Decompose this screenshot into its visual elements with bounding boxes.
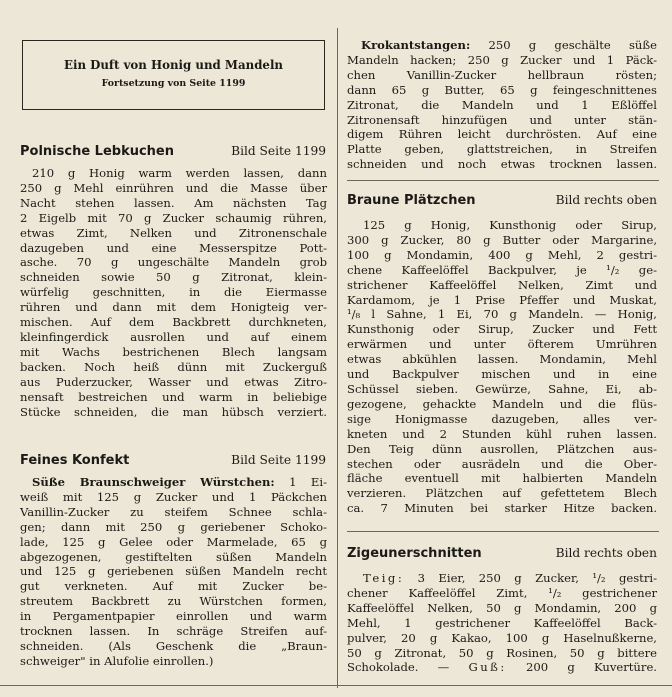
text-line: kneten und 2 Stunden kühl ruhen lassen. (347, 426, 657, 441)
zigeuner-ref: Bild rechts oben (555, 546, 657, 560)
text-line: 2 Eigelb mit 70 g Zucker schaumig rühren, (20, 210, 327, 225)
text-line (20, 475, 327, 490)
teig-label: Teig: (363, 571, 405, 585)
text-line: Den Teig dünn ausrollen, Plätzchen aus- (347, 441, 657, 456)
text-line: asche. 70 g ungeschälte Mandeln grob (20, 255, 327, 270)
text-line: ca. 7 Minuten bei starker Hitze backen. (347, 501, 657, 516)
text-line: schweiger" in Alufolie einrollen.) (20, 653, 214, 668)
konfekt-lead: Süße Braunschweiger Würstchen: (32, 475, 275, 489)
text-line: 50 g Zitronat, 50 g Rosinen, 50 g bittere (347, 645, 657, 660)
zigeuner-heading-row (347, 546, 657, 561)
text-line: stechen oder ausrädeln und die Ober- (347, 456, 657, 471)
lebkuchen-body (20, 166, 327, 419)
text-line: schneiden. (Als Geschenk die „Braun- (20, 638, 327, 653)
text-line: etwas abkühlen lassen. Mondamin, Mehl (347, 352, 657, 367)
lebkuchen-ref: Bild Seite 1199 (231, 144, 326, 158)
text-line: 300 g Zucker, 80 g Butter oder Margarine, (347, 232, 657, 247)
section-divider (347, 531, 659, 532)
text-line: mit Wachs bestrichenen Blech langsam (20, 344, 327, 359)
plaetzchen-body (347, 218, 657, 516)
text-line: Vanillin-Zucker zu steifem Schnee schla- (20, 504, 327, 519)
text-line: gezogene, gehackte Mandeln und die flüs- (347, 396, 657, 411)
bottom-rule (0, 685, 672, 686)
text-line: Schüssel sieben. Gewürze, Sahne, Ei, ab- (347, 381, 657, 396)
text-line: dann 65 g Butter, 65 g feingeschnittenes (347, 82, 657, 97)
text-line: Kaffeelöffel Nelken, 50 g Mondamin, 200 g (347, 600, 657, 615)
text-line: Stücke schneiden, die man hübsch verziert. (20, 404, 327, 419)
krokant-lead: Krokantstangen: (361, 38, 471, 52)
column-divider (337, 28, 338, 688)
text-line: trocknen lassen. In schräge Streifen auf- (20, 624, 327, 639)
section-divider (347, 180, 659, 181)
konfekt-heading-row (20, 453, 326, 468)
continuation-box (22, 40, 325, 110)
text-line: dazugeben und eine Messerspitze Pott- (20, 240, 327, 255)
text-line: schneiden sowie 50 g Zitronat, klein- (20, 270, 327, 285)
guss-label: Guß: (468, 660, 507, 675)
text-line: 210 g Honig warm werden lassen, dann (32, 166, 327, 180)
text-line (347, 38, 657, 53)
text-line: weiß mit 125 g Zucker und 1 Päckchen (20, 489, 327, 504)
konfekt-heading: Feines Konfekt (20, 453, 130, 468)
text-line: kleinfingerdick ausrollen und auf einem (20, 329, 327, 344)
text-line: pulver, 20 g Kakao, 100 g Haselnußkerne, (347, 630, 657, 645)
text-line: würfelig geschnitten, in die Eiermasse (20, 285, 327, 300)
text-line: etwas Zimt, Nelken und Zitronenschale (20, 225, 327, 240)
plaetzchen-ref: Bild rechts oben (555, 193, 657, 207)
plaetzchen-heading-row (347, 193, 657, 208)
text-line: schneiden und noch etwas trocknen lassen. (347, 157, 657, 172)
text-line: verzieren. Plätzchen auf gefettetem Blech (347, 486, 657, 501)
zigeuner-first-rest: 3 Eier, 250 g Zucker, ¹/₂ gestri- (404, 571, 657, 585)
text-line: backen. Noch heiß dünn mit Zuckerguß (20, 359, 327, 374)
zigeuner-last-pre: Schokolade. — (347, 660, 469, 675)
plaetzchen-heading: Braune Plätzchen (347, 193, 476, 208)
text-line: Mandeln hacken; 250 g Zucker und 1 Päck- (347, 52, 657, 67)
text-line: rühren und dann mit dem Honigteig ver- (20, 300, 327, 315)
text-line: und 125 g geriebenen süßen Mandeln recht (20, 564, 327, 579)
text-line: Kardamom, je 1 Prise Pfeffer und Muskat, (347, 292, 657, 307)
konfekt-ref: Bild Seite 1199 (231, 453, 326, 467)
text-line: gen; dann mit 250 g geriebener Schoko- (20, 519, 327, 534)
text-line: sige Honigmasse dazugeben, alles ver- (347, 411, 657, 426)
text-line: in Pergamentpapier einrollen und warm (20, 609, 327, 624)
text-line (347, 571, 657, 586)
text-line: nensaft bestreichen und warm in beliebige (20, 389, 327, 404)
text-line: streutem Backbrett zu Würstchen formen, (20, 594, 327, 609)
text-line: Kunsthonig oder Sirup, Zucker und Fett (347, 322, 657, 337)
text-line (347, 660, 657, 675)
text-line: fläche eventuell mit halbierten Mandeln (347, 471, 657, 486)
konfekt-first-rest: 1 Ei- (274, 475, 327, 489)
zigeuner-heading: Zigeunerschnitten (347, 546, 482, 561)
box-title: Ein Duft von Honig und Mandeln (63, 58, 284, 72)
text-line: gut verkneten. Auf mit Zucker be- (20, 579, 327, 594)
text-line: Platte geben, glattstreichen, in Streifen (347, 142, 657, 157)
text-line: Nacht stehen lassen. Am nächsten Tag (20, 195, 327, 210)
lebkuchen-heading-row (20, 144, 326, 159)
text-line: strichener Kaffeelöffel Nelken, Zimt und (347, 277, 657, 292)
box-subtitle: Fortsetzung von Seite 1199 (101, 78, 246, 89)
text-line: erwärmen und unter öfterem Umrühren (347, 337, 657, 352)
text-line: Zitronensaft hinzufügen und unter stän- (347, 112, 657, 127)
text-line: digem Rühren leicht durchrösten. Auf eine (347, 127, 657, 142)
zigeuner-body (347, 571, 657, 675)
text-line: und Backpulver mischen und in eine (347, 367, 657, 382)
text-line: 125 g Honig, Kunsthonig oder Sirup, (363, 218, 657, 232)
text-line: chener Kaffeelöffel Zimt, ¹/₂ gestrichener (347, 585, 657, 600)
text-line: aus Puderzucker, Wasser und etwas Zitro- (20, 374, 327, 389)
text-line: Zitronat, die Mandeln und 1 Eßlöffel (347, 97, 657, 112)
text-line: chene Kaffeelöffel Backpulver, je ¹/₂ ge- (347, 262, 657, 277)
krokant-body (347, 38, 657, 172)
lebkuchen-heading: Polnische Lebkuchen (20, 144, 175, 159)
text-line: lade, 125 g Gelee oder Marmelade, 65 g (20, 534, 327, 549)
konfekt-body (20, 475, 327, 669)
text-line: 250 g Mehl einrühren und die Masse über (20, 180, 327, 195)
text-line: mischen. Auf dem Backbrett durchkneten, (20, 315, 327, 330)
krokant-first-rest: 250 g geschälte süße (470, 38, 657, 52)
zigeuner-last-rest: 200 g Kuvertüre. (506, 660, 657, 675)
text-line: 100 g Mondamin, 400 g Mehl, 2 gestri- (347, 247, 657, 262)
text-line: abgezogenen, gestiftelten süßen Mandeln (20, 549, 327, 564)
text-line: Mehl, 1 gestrichener Kaffeelöffel Back- (347, 615, 657, 630)
text-line: ¹/₈ l Sahne, 1 Ei, 70 g Mandeln. — Honig, (347, 307, 657, 322)
text-line: chen Vanillin-Zucker hellbraun rösten; (347, 67, 657, 82)
